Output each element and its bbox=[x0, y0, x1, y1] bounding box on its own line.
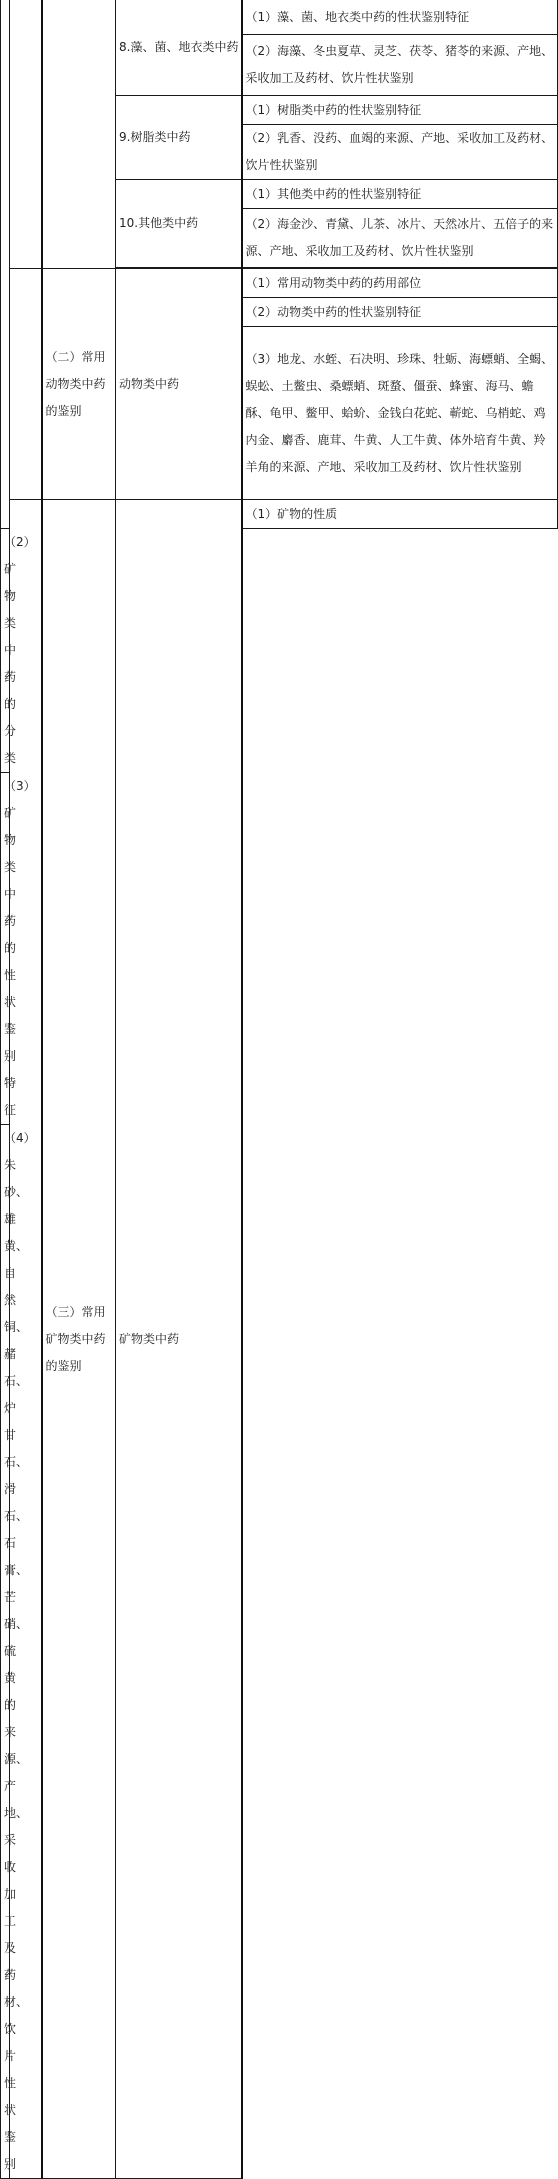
item-text: （1）矿物的性质 bbox=[245, 506, 338, 521]
item-text: （1）树脂类中药的性状鉴别特征 bbox=[245, 102, 422, 117]
category-label: 动物类中药 bbox=[119, 376, 180, 391]
category-cell bbox=[116, 500, 242, 2179]
category-label: 10.其他类中药 bbox=[119, 216, 199, 230]
item-cell bbox=[1, 1125, 36, 2179]
item-cell bbox=[1, 529, 36, 773]
item-cell bbox=[242, 0, 558, 35]
level-column bbox=[10, 269, 42, 500]
item-text: （1）常用动物类中药的药用部位 bbox=[245, 275, 422, 290]
item-text: （2）乳香、没药、血竭的来源、产地、采收加工及药材、饮片性状鉴别 bbox=[245, 131, 554, 172]
section-cell bbox=[42, 269, 116, 500]
section-label: （三）常用矿物类中药的鉴别 bbox=[45, 1304, 106, 1373]
item-text: （2）海藻、冬虫夏草、灵芝、茯苓、猪苓的来源、产地、采收加工及药材、饮片性状鉴别 bbox=[245, 44, 554, 85]
section-cell bbox=[42, 500, 116, 2179]
category-label: 9.树脂类中药 bbox=[119, 130, 191, 144]
item-cell bbox=[242, 209, 558, 268]
item-cell bbox=[242, 96, 558, 125]
category-cell bbox=[116, 0, 242, 96]
item-text: （2）矿物类中药的分类 bbox=[4, 535, 36, 765]
item-text: （1）其他类中药的性状鉴别特征 bbox=[245, 186, 422, 201]
section-label: （二）常用动物类中药的鉴别 bbox=[45, 349, 106, 418]
item-cell bbox=[242, 180, 558, 209]
item-cell bbox=[242, 125, 558, 180]
item-text: （3）地龙、水蛭、石决明、珍珠、牡蛎、海螵蛸、全蝎、蜈蚣、土鳖虫、桑螵蛸、斑蝥、僵蚕、蜂蜜、海马、蟾酥、龟甲、鳖甲、蛤蚧、金钱白花蛇、蕲蛇、乌梢蛇、鸡内金、麝香、鹿茸、牛黄、人工牛黄、体外培育牛黄、羚羊角的来源、产地、采收加工及药材、饮片性状鉴别 bbox=[245, 351, 554, 474]
item-cell bbox=[242, 35, 558, 96]
section-column bbox=[42, 0, 116, 269]
item-cell bbox=[242, 269, 558, 298]
item-text: （1）藻、菌、地衣类中药的性状鉴别特征 bbox=[245, 9, 470, 24]
item-text: （3）矿物类中药的性状鉴别特征 bbox=[4, 779, 36, 1117]
item-cell bbox=[1, 773, 36, 1125]
item-text: （4）朱砂、雄黄、自然铜、赭石、炉甘石、滑石、石膏、芒硝、硫黄的来源、产地、采收加工及药材、饮片性状鉴别 bbox=[4, 1131, 36, 2171]
item-text: （2）动物类中药的性状鉴别特征 bbox=[245, 304, 422, 319]
item-cell bbox=[242, 298, 558, 327]
outer-column bbox=[1, 0, 10, 529]
category-label: 矿物类中药 bbox=[119, 1331, 180, 1346]
level-column bbox=[10, 0, 42, 269]
category-label: 8.藻、菌、地衣类中药 bbox=[119, 40, 239, 54]
category-cell bbox=[116, 180, 242, 268]
item-cell bbox=[242, 327, 558, 500]
category-cell bbox=[116, 269, 242, 500]
item-cell bbox=[242, 500, 558, 529]
category-cell bbox=[116, 96, 242, 180]
item-text: （2）海金沙、青黛、儿茶、冰片、天然冰片、五倍子的来源、产地、采收加工及药材、饮片性状鉴别 bbox=[245, 217, 554, 258]
